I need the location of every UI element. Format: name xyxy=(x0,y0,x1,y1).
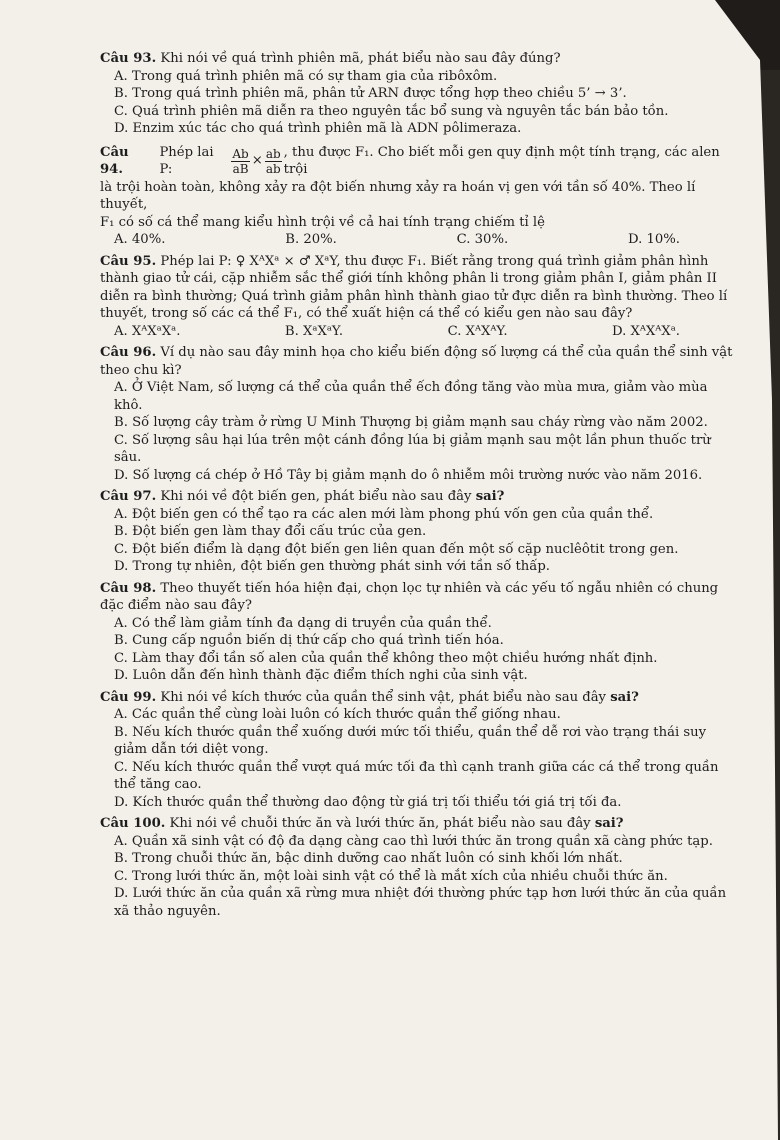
option-d: D. Kích thước quần thể thường dao động từ giá trị tối thiểu tới giá trị tối đa. xyxy=(114,794,622,810)
frac-denominator: ab xyxy=(265,161,281,176)
option-d: D. Số lượng cá chép ở Hồ Tây bị giảm mạnh do ô nhiễm môi trường nước vào năm 2016. xyxy=(114,467,703,483)
options-row xyxy=(100,323,740,341)
option-b: B. Đột biến gen làm thay đổi cấu trúc của gen. xyxy=(114,524,427,539)
option-a: A. Ở Việt Nam, số lượng cá thể của quần thể ếch đồng tăng vào mùa mưa, giảm vào mùa khô. xyxy=(114,380,708,413)
option-b: B. Nếu kích thước quần thể xuống dưới mức tối thiểu, quần thể dễ rơi vào trạng thái suy giảm dẫn tới diệt vong. xyxy=(114,724,707,757)
genotype-fraction-2 xyxy=(265,147,282,176)
question-number: Câu 98. xyxy=(100,580,157,596)
frac-numerator: Ab xyxy=(232,146,249,161)
option-a: A. XᴬXᵃXᵃ. xyxy=(114,323,181,339)
question-stem-line: F₁ có số cá thể mang kiểu hình trội về cả hai tính trạng chiếm tỉ lệ xyxy=(100,214,545,230)
frac-denominator: aB xyxy=(232,161,249,176)
option-d: D. 10%. xyxy=(628,232,680,247)
question-97 xyxy=(100,488,740,576)
question-99 xyxy=(100,689,740,812)
question-stem: Khi nói về kích thước của quần thể sinh vật, phát biểu nào sau đây xyxy=(160,689,611,705)
option-a: A. Đột biến gen có thể tạo ra các alen mới làm phong phú vốn gen của quần thể. xyxy=(114,506,654,522)
question-number: Câu 93. xyxy=(100,51,157,66)
option-c: C. Trong lưới thức ăn, một loài sinh vật có thể là mắt xích của nhiều chuỗi thức ăn. xyxy=(114,868,668,884)
options-row xyxy=(100,231,740,249)
option-a: A. Có thể làm giảm tính đa dạng di truyền của quần thể. xyxy=(114,615,492,631)
question-stem-emphasis: sai? xyxy=(594,816,624,831)
option-a: A. Trong quá trình phiên mã có sự tham gia của ribôxôm. xyxy=(114,68,498,84)
question-stem: Ví dụ nào sau đây minh họa cho kiểu biến động số lượng cá thể của quần thể sinh vật theo chu kì? xyxy=(100,345,733,378)
question-number: Câu 94. xyxy=(100,144,129,177)
option-d: D. Trong tự nhiên, đột biến gen thường phát sinh với tần số thấp. xyxy=(114,559,550,574)
question-stem: Theo thuyết tiến hóa hiện đại, chọn lọc tự nhiên và các yếu tố ngẫu nhiên có chung đặc điểm nào sau đây? xyxy=(100,580,719,613)
question-94 xyxy=(100,144,740,249)
option-c: C. Làm thay đổi tần số alen của quần thể không theo một chiều hướng nhất định. xyxy=(114,650,658,666)
option-a: A. Các quần thể cùng loài luôn có kích thước quần thể giống nhau. xyxy=(114,707,561,722)
option-c: C. Nếu kích thước quần thể vượt quá mức tối đa thì cạnh tranh giữa các cá thể trong quần thể tăng cao. xyxy=(114,759,719,792)
times-sign: × xyxy=(251,153,263,169)
option-d: D. Enzim xúc tác cho quá trình phiên mã là ADN pôlimeraza. xyxy=(114,121,522,136)
option-d: D. Luôn dẫn đến hình thành đặc điểm thích nghi của sinh vật. xyxy=(114,668,528,683)
question-stem: Khi nói về chuỗi thức ăn và lưới thức ăn, phát biểu nào sau đây xyxy=(169,816,595,831)
cross-suffix: , thu được F₁. Cho biết mỗi gen quy định một tính trạng, các alen trội xyxy=(283,144,720,177)
option-b: B. Số lượng cây tràm ở rừng U Minh Thượng bị giảm mạnh sau cháy rừng vào năm 2002. xyxy=(114,415,708,430)
option-b: B. XᵃXᵃY. xyxy=(284,323,344,339)
option-b: B. 20%. xyxy=(285,232,337,247)
option-c: C. XᴬXᴬY. xyxy=(447,323,508,339)
question-number: Câu 96. xyxy=(100,345,157,360)
question-95 xyxy=(100,253,740,341)
frac-numerator: ab xyxy=(265,146,281,161)
question-stem-emphasis: sai? xyxy=(475,489,505,504)
question-100 xyxy=(100,815,740,920)
question-number: Câu 100. xyxy=(100,816,166,831)
option-c: C. Quá trình phiên mã diễn ra theo nguyên tắc bổ sung và nguyên tắc bán bảo tồn. xyxy=(114,103,669,119)
question-96 xyxy=(100,344,740,484)
question-stem-line: là trội hoàn toàn, không xảy ra đột biến nhưng xảy ra hoán vị gen với tần số 40%. Theo lí thuyết, xyxy=(100,179,696,212)
question-number: Câu 99. xyxy=(100,689,157,705)
question-stem: Phép lai P: ♀ XᴬXᵃ × ♂ XᵃY, thu được F₁. Biết rằng trong quá trình giảm phân hình thành giao tử cái, cặp nhiễm sắc thể giới tính không phân li trong giảm phân I, giảm phân II diễn ra bình thường; Quá trình giảm phân hình thành giao tử đực diễn ra bình thường. Theo lí thuyết, trong số các cá thể F₁, có thể xuất hiện cá thể có kiểu gen nào sau đây? xyxy=(100,253,728,321)
question-93 xyxy=(100,50,740,138)
question-98 xyxy=(100,580,740,685)
option-b: B. Trong chuỗi thức ăn, bậc dinh dưỡng cao nhất luôn có sinh khối lớn nhất. xyxy=(114,851,623,866)
option-a: A. Quần xã sinh vật có độ đa dạng càng cao thì lưới thức ăn trong quần xã càng phức tạp. xyxy=(114,833,713,849)
genotype-fraction-1 xyxy=(231,147,249,176)
question-stem: Khi nói về đột biến gen, phát biểu nào sau đây xyxy=(160,489,476,504)
question-number: Câu 95. xyxy=(100,253,157,269)
question-stem: Khi nói về quá trình phiên mã, phát biểu nào sau đây đúng? xyxy=(160,51,561,66)
option-d: D. XᴬXᴬXᵃ. xyxy=(612,323,680,339)
exam-page xyxy=(100,46,740,920)
option-d: D. Lưới thức ăn của quần xã rừng mưa nhiệt đới thường phức tạp hơn lưới thức ăn của quần xã thảo nguyên. xyxy=(114,886,727,919)
option-b: B. Trong quá trình phiên mã, phân tử ARN được tổng hợp theo chiều 5’ → 3’. xyxy=(114,86,627,101)
option-c: C. 30%. xyxy=(456,232,509,247)
option-b: B. Cung cấp nguồn biến dị thứ cấp cho quá trình tiến hóa. xyxy=(114,633,504,648)
option-a: A. 40%. xyxy=(114,232,166,247)
cross-prefix: Phép lai P: xyxy=(159,144,214,177)
option-c: C. Số lượng sâu hại lúa trên một cánh đồng lúa bị giảm mạnh sau một lần phun thuốc trừ sâu. xyxy=(114,432,711,465)
question-number: Câu 97. xyxy=(100,489,157,504)
option-c: C. Đột biến điểm là dạng đột biến gen liên quan đến một số cặp nuclêôtit trong gen. xyxy=(114,541,679,557)
question-stem-emphasis: sai? xyxy=(610,689,639,705)
